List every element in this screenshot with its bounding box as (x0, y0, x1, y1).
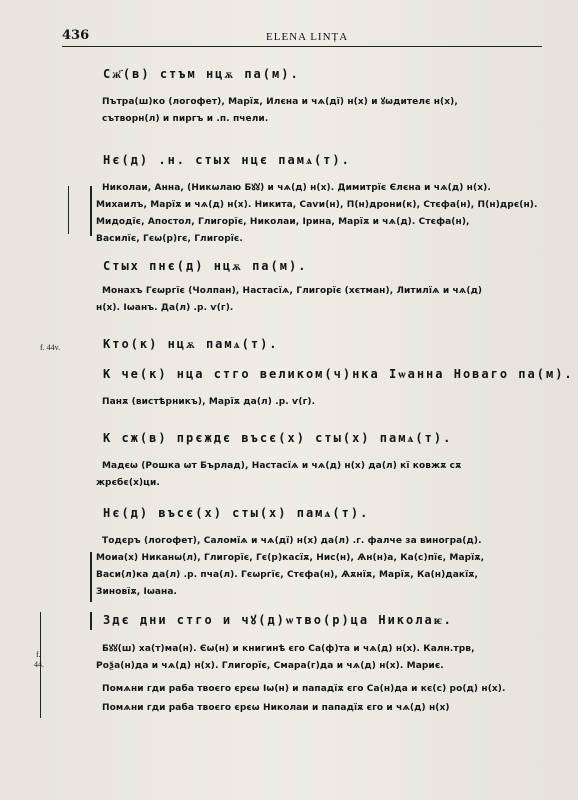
folio-note-44: 44. (34, 660, 44, 669)
section-2-line-2: Михаилъ, Марїѫ и чѧ(д) н(х). Никита, Саѵи(н), П(н)дрони(к), Стєфа(н), П(н)дрє(н). (96, 200, 538, 210)
folio-note-44v: f. 44v. (40, 343, 61, 352)
margin-bar-3 (90, 612, 92, 630)
header-rule (62, 46, 542, 47)
section-5-line-1: Панѫ (вистѣрникъ), Марїѫ да(л) .р. ѵ(г). (102, 397, 316, 407)
section-heading-3: Стых пнє(д) нцѫ па(м). (103, 259, 308, 273)
section-8-line-1: Бꙋꙋ(ш) ха(т)ма(н). Єѡ(н) и книгинѣ єго Са(ф)та и чѧ(д) н(х). Калн.трв, (102, 644, 475, 654)
section-7-line-4: Зиновїѫ, Іѡана. (96, 587, 178, 597)
section-heading-1: Сж҃(в) стъм нцѫ па(м). (103, 67, 300, 81)
margin-bar-1 (90, 186, 92, 236)
margin-bar-2 (90, 552, 92, 602)
folio-note-f: f. (36, 650, 41, 659)
section-heading-2: Нє(д) .н. стых нцє памѧ(т). (103, 153, 351, 167)
section-heading-4: Кто(к) нцѫ памѧ(т). (103, 337, 279, 351)
margin-bracket-1 (68, 186, 69, 234)
section-2-line-3: Мидодїє, Апостол, Глигорїє, Николаи, Ірина, Марїѫ и чѧ(д). Стєфа(н), (96, 217, 470, 227)
page-number: 436 (62, 28, 90, 43)
section-2-line-4: Василїє, Гєѡ(р)гє, Глигорїє. (96, 234, 243, 244)
section-7-line-2: Моиа(х) Никанѡ(л), Глигорїє, Гє(р)касїѫ, Нис(н), Ѧн(н)а, Ка(с)пїє, Марїѫ, (96, 553, 485, 563)
margin-bracket-2 (40, 612, 41, 718)
section-6-line-2: жрєбє(х)ци. (96, 478, 160, 488)
section-1-line-2: сътворн(л) и пиргъ и .п. пчели. (102, 114, 269, 124)
section-8-line-3: Помѧни гди раба твоєго єрєѡ Іѡ(н) и пападїѫ єго Са(н)да и кє(с) ро(д) н(х). (102, 684, 506, 694)
section-heading-5: К че(к) нца стго великом(ч)нка Іѡанна Новаго па(м). (103, 367, 574, 381)
section-6-line-1: Мадєѡ (Рошка ѡт Бърлад), Настасїѧ и чѧ(д) н(х) да(л) кї ковжѫ сѫ (102, 461, 462, 471)
section-3-line-2: н(х). Іѡанъ. Да(л) .р. ѵ(г). (96, 303, 234, 313)
section-8-line-4: Помѧни гди раба твоєго єрєѡ Николаи и пападїѫ єго и чѧ(д) н(х) (102, 703, 450, 713)
section-7-line-3: Васи(л)ка да(л) .р. пча(л). Гєѡргїє, Стєфа(н), Ѧѫнїѫ, Марїѫ, Ка(н)дакїѫ, (96, 570, 479, 580)
running-head: ELENA LINȚA (266, 31, 349, 43)
section-heading-6: К сж(в) прєждє въсє(х) сты(х) памѧ(т). (103, 431, 453, 445)
section-heading-8: Здє дни стго и чꙋ(д)ѡтво(р)ца Николаѥ. (103, 613, 453, 627)
section-2-line-1: Николаи, Анна, (Никѡлаю Бꙋꙋ) и чѧ(д) н(х). Димитрїє Єлєна и чѧ(д) н(х). (102, 183, 491, 193)
section-7-line-1: Тодєръ (логофет), Саломїѧ и чѧ(дї) н(х) да(л) .г. фалче за виногра(д). (102, 536, 482, 546)
section-3-line-1: Монахъ Гєѡргїє (Чолпан), Настасїѧ, Глигорїє (хєтман), Литилїѧ и чѧ(д) (102, 286, 483, 296)
section-8-line-2: Роѯа(н)да и чѧ(д) н(х). Глигорїє, Смара(г)да и чѧ(д) н(х). Мариє. (96, 661, 444, 671)
section-1-line-1: Пътра(ш)ко (логофет), Марїѫ, Илєна и чѧ(дї) н(х) и ꙋѡдителє н(х), (102, 97, 458, 107)
page-header (62, 22, 542, 42)
section-heading-7: Нє(д) въсє(х) сты(х) памѧ(т). (103, 506, 370, 520)
